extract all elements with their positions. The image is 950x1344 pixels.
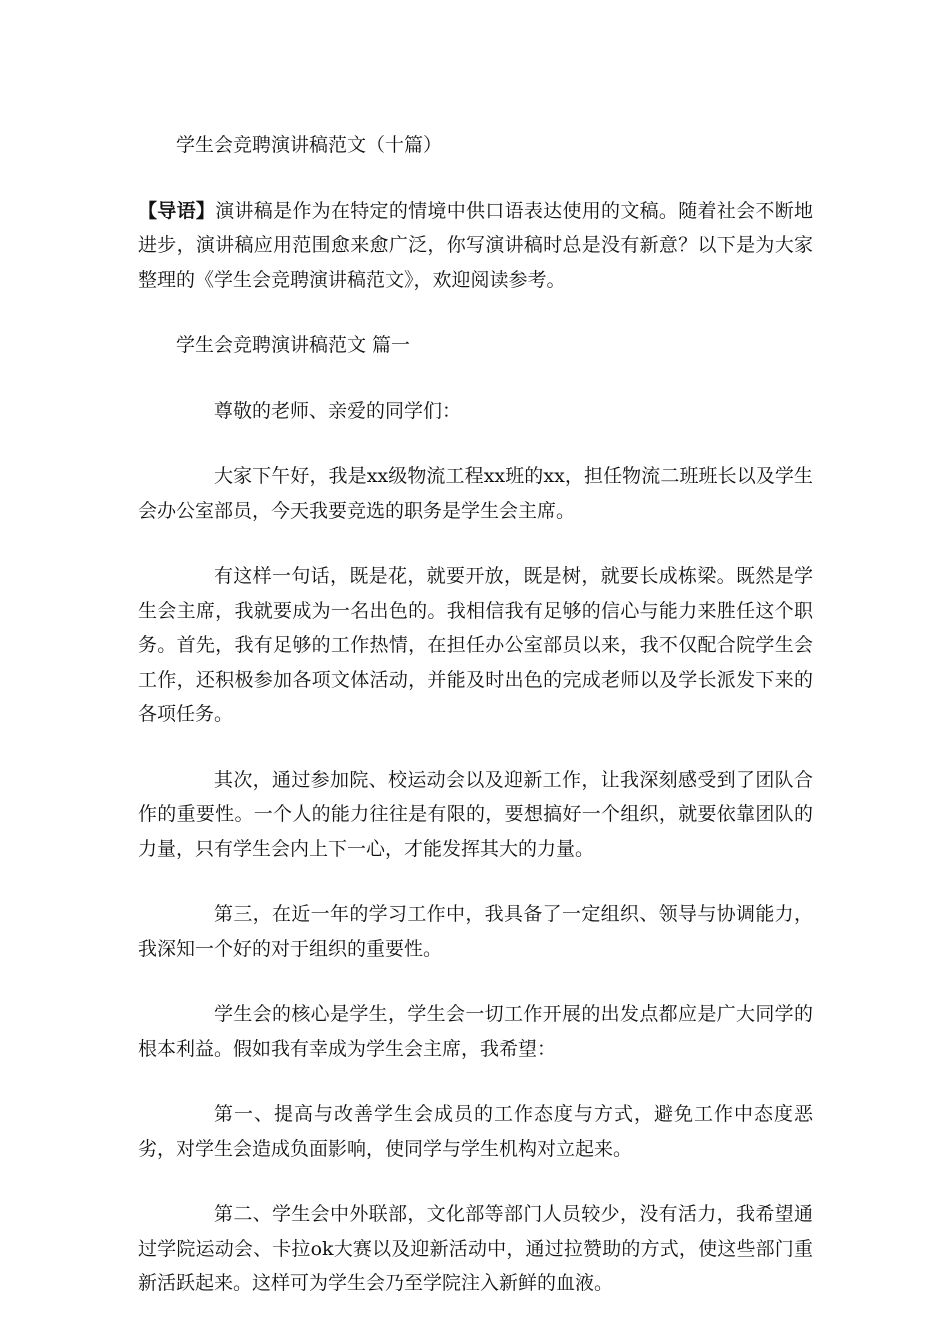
body-paragraph: 其次，通过参加院、校运动会以及迎新工作，让我深刻感受到了团队合作的重要性。一个人的能力往往是有限的，要想搞好一个组织，就要依靠团队的力量，只有学生会内上下一心，才能发挥其大的力量。 [138,768,813,860]
body-paragraph: 第三，在近一年的学习工作中，我具备了一定组织、领导与协调能力，我深知一个好的对于组织的重要性。 [138,903,813,960]
document-page [138,128,813,1332]
body-paragraph: 大家下午好，我是xx级物流工程xx班的xx，担任物流二班班长以及学生会办公室部员，今天我要竞选的职务是学生会主席。 [138,465,813,522]
salutation: 尊敬的老师、亲爱的同学们： [214,399,462,422]
body-paragraph: 第二、学生会中外联部，文化部等部门人员较少，没有活力，我希望通过学院运动会、卡拉ok大赛以及迎新活动中，通过拉赞助的方式，使这些部门重新活跃起来。这样可为学生会乃至学院注入新鲜的血液。 [138,1203,813,1294]
intro-paragraph [138,194,813,298]
body-paragraph: 第一、提高与改善学生会成员的工作态度与方式，避免工作中态度恶劣，对学生会造成负面影响，使同学与学生机构对立起来。 [138,1103,813,1160]
intro-text: 演讲稿是作为在特定的情境中供口语表达使用的文稿。随着社会不断地进步，演讲稿应用范围愈来愈广泛，你写演讲稿时总是没有新意？以下是为大家整理的《学生会竞聘演讲稿范文》，欢迎阅读参考。 [138,199,813,291]
document-title: 学生会竞聘演讲稿范文（十篇） [176,134,443,156]
body-paragraph: 学生会的核心是学生，学生会一切工作开展的出发点都应是广大同学的根本利益。假如我有幸成为学生会主席，我希望： [138,1003,813,1060]
body-paragraph: 有这样一句话，既是花，就要开放，既是树，就要长成栋梁。既然是学生会主席，我就要成为一名出色的。我相信我有足够的信心与能力来胜任这个职务。首先，我有足够的工作热情，在担任办公室部员以来，我不仅配合院学生会工作，还积极参加各项文体活动，并能及时出色的完成老师以及学长派发下来的各项任务。 [138,565,813,725]
intro-label: 【导语】 [138,199,216,222]
section-heading: 学生会竞聘演讲稿范文 篇一 [176,334,411,356]
